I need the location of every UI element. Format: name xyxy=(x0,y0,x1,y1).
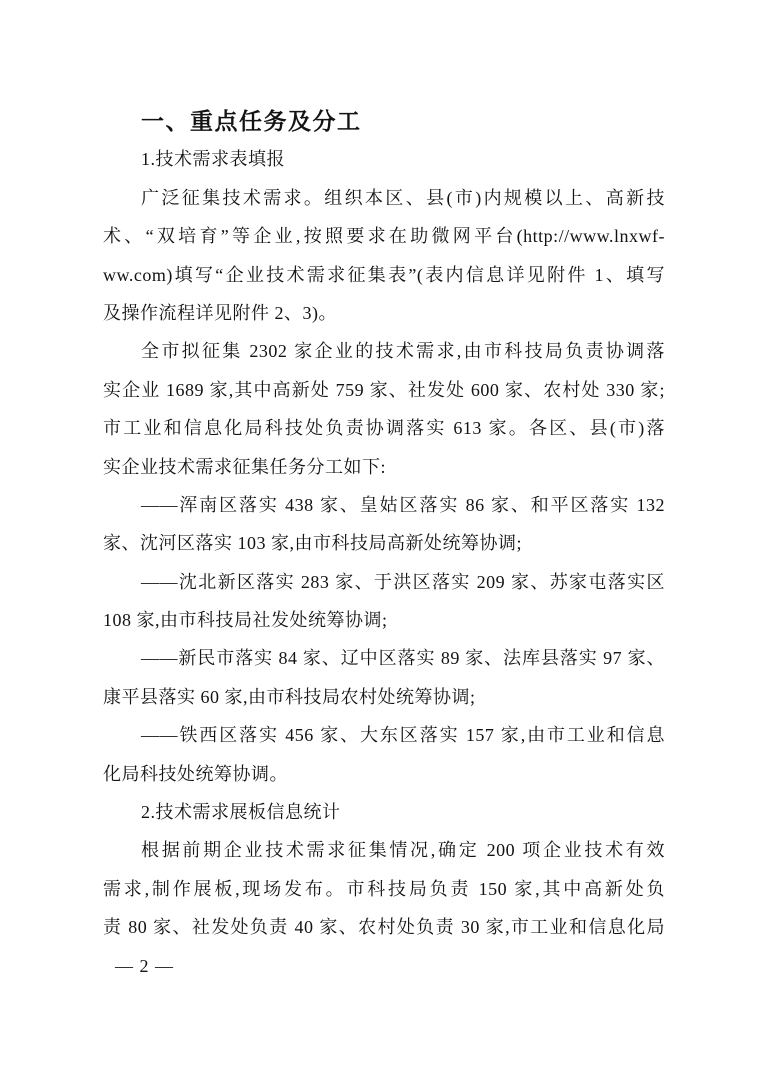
text-line: 责 80 家、社发处负责 40 家、农村处负责 30 家,市工业和信息化局 xyxy=(103,917,665,938)
text-line: 家、沈河区落实 103 家,由市科技局高新处统筹协调; xyxy=(103,533,522,554)
text-line: ——浑南区落实 438 家、皇姑区落实 86 家、和平区落实 132 xyxy=(141,494,665,515)
text-line: 根据前期企业技术需求征集情况,确定 200 项企业技术有效 xyxy=(141,840,665,861)
text-line: 市工业和信息化局科技处负责协调落实 613 家。各区、县(市)落 xyxy=(103,418,665,439)
text-line: 1.技术需求表填报 xyxy=(141,149,285,170)
text-line: 实企业技术需求征集任务分工如下: xyxy=(103,456,386,477)
page-number: — 2 — xyxy=(115,955,174,976)
text-line: ——新民市落实 84 家、辽中区落实 89 家、法库县落实 97 家、 xyxy=(141,648,665,669)
text-line: 化局科技处统筹协调。 xyxy=(103,763,288,784)
text-line: 及操作流程详见附件 2、3)。 xyxy=(103,302,337,323)
text-line: 需求,制作展板,现场发布。市科技局负责 150 家,其中高新处负 xyxy=(103,878,665,899)
text-line: ——沈北新区落实 283 家、于洪区落实 209 家、苏家屯落实区 xyxy=(141,571,665,592)
text-line: ——铁西区落实 456 家、大东区落实 157 家,由市工业和信息 xyxy=(141,725,665,746)
text-line: 康平县落实 60 家,由市科技局农村处统筹协调; xyxy=(103,686,476,707)
text-line: ww.com)填写“企业技术需求征集表”(表内信息详见附件 1、填写 xyxy=(103,264,665,285)
text-line: 全市拟征集 2302 家企业的技术需求,由市科技局负责协调落 xyxy=(141,341,665,362)
text-line: 术、“双培育”等企业,按照要求在助微网平台(http://www.lnxwf- xyxy=(103,226,665,247)
text-line: 2.技术需求展板信息统计 xyxy=(141,802,341,823)
text-line: 108 家,由市科技局社发处统筹协调; xyxy=(103,610,388,631)
text-line: 广泛征集技术需求。组织本区、县(市)内规模以上、高新技 xyxy=(141,187,665,208)
section-heading: 一、重点任务及分工 xyxy=(141,108,362,134)
document-content xyxy=(103,102,665,985)
text-line: 实企业 1689 家,其中高新处 759 家、社发处 600 家、农村处 330 家; xyxy=(103,379,665,400)
